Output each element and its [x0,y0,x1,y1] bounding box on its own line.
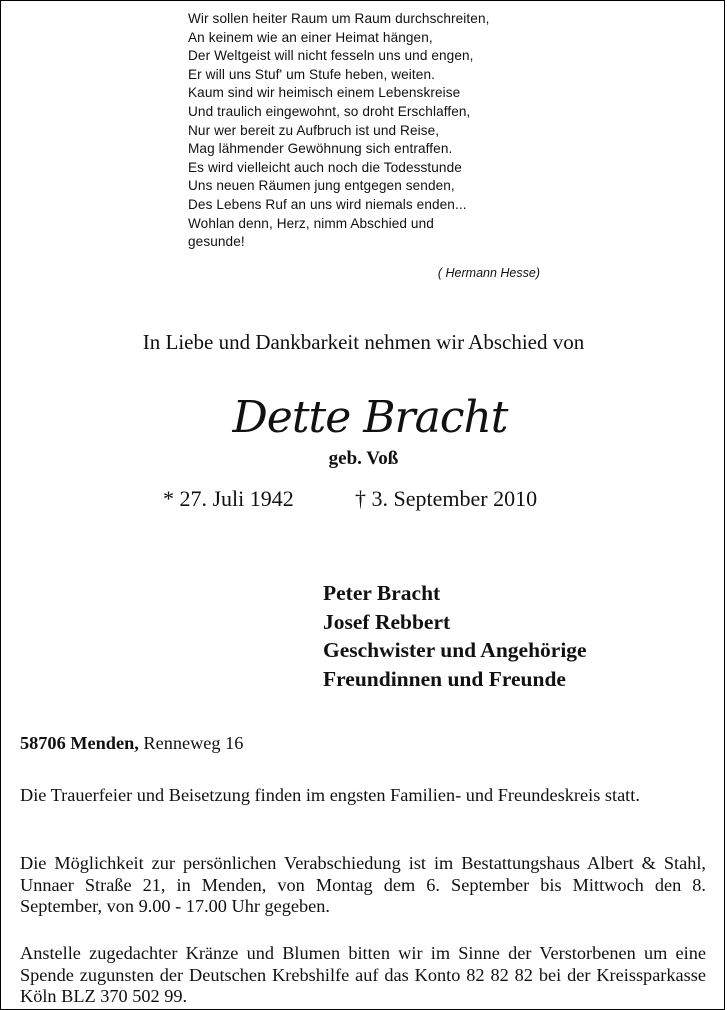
mourners-list [323,579,587,693]
poem-line: Er will uns Stuf' um Stufe heben, weiten. [188,66,435,82]
poem-line: Es wird vielleicht auch noch die Todesstunde [188,159,462,175]
poem-line: Mag lähmender Gewöhnung sich entraffen. [188,141,453,157]
poem-line: Nur wer bereit zu Aufbruch ist und Reise, [188,122,440,138]
poem-line: Des Lebens Ruf an uns wird niemals enden... [188,196,467,212]
funeral-info: Die Trauerfeier und Beisetzung finden im engsten Familien- und Freundeskreis statt. [20,785,640,805]
poem-line: Wohlan denn, Herz, nimm Abschied und [188,215,434,231]
intro-text: In Liebe und Dankbarkeit nehmen wir Abschied von [142,330,585,354]
mourner-name: Geschwister und Angehörige [323,638,587,662]
address-city: 58706 Menden, [20,733,139,753]
mourner-name: Josef Rebbert [323,609,451,634]
poem-attribution: ( Hermann Hesse) [437,266,540,280]
death-date: † 3. September 2010 [355,486,538,511]
poem [188,10,548,252]
poem-line: Uns neuen Räumen jung entgegen senden, [188,178,455,194]
poem-line: An keinem wie an einer Heimat hängen, [188,29,433,45]
address-street: Renneweg 16 [138,733,244,753]
poem-line: Wir sollen heiter Raum um Raum durchschreiten, [188,11,490,26]
birth-name: geb. Voß [328,448,399,469]
address [20,733,706,755]
mourner-name: Freundinnen und Freunde [323,666,566,691]
deceased-name: Dette Bracht [232,392,508,443]
viewing-info: Die Möglichkeit zur persönlichen Verabschiedung ist im Bestattungshaus Albert & Stahl, Unnaer Straße 21, in Menden, von Montag dem 6. September bis Mittwoch den 8. September, von 9.00 - 17.00 Uhr gegeben. [20,853,706,916]
donation-info: Anstelle zugedachter Kränze und Blumen bitten wir im Sinne der Verstorbenen um eine Spende zugunsten der Deutschen Krebshilfe auf das Konto 82 82 82 bei der Kreissparkasse Köln BLZ 370 502 99. [20,943,706,1006]
mourner-name: Peter Bracht [323,581,441,605]
poem-line: Kaum sind wir heimisch einem Lebenskreise [188,85,461,101]
poem-line: Und traulich eingewohnt, so droht Erschlaffen, [188,103,471,119]
birth-date: * 27. Juli 1942 [163,486,294,511]
poem-line: Der Weltgeist will nicht fesseln uns und engen, [188,48,474,64]
poem-line: gesunde! [188,234,245,250]
